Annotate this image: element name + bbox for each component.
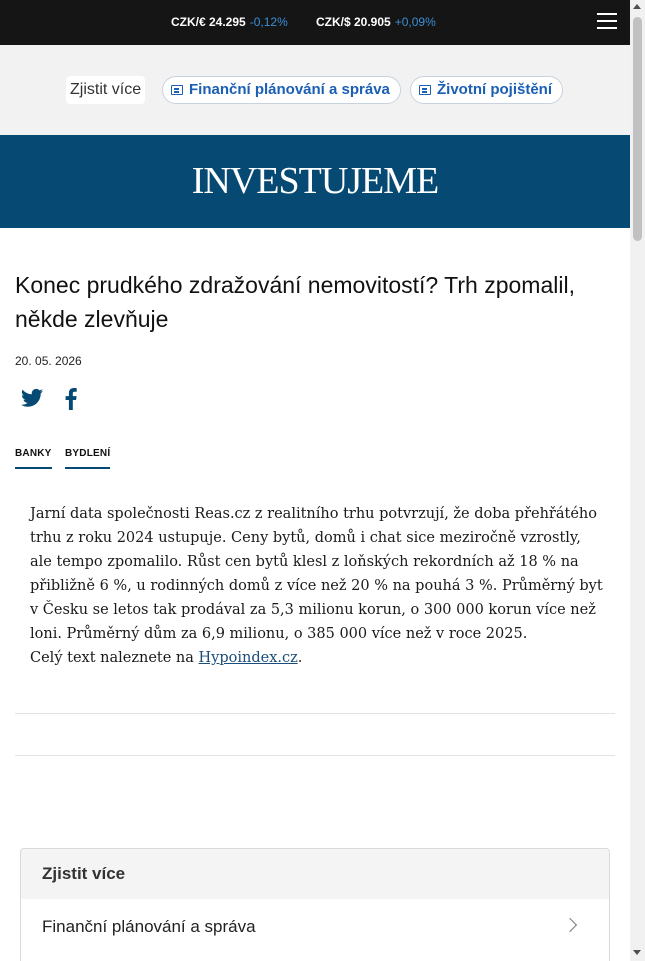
ticker-eur-change: -0,12% [249, 15, 288, 29]
more-info-box [20, 848, 610, 961]
facebook-icon[interactable] [64, 388, 78, 410]
source-prefix: Celý text naleznete na [30, 650, 199, 666]
scroll-down-icon[interactable] [633, 950, 641, 955]
chevron-right-icon [563, 918, 577, 932]
article-source [30, 646, 605, 670]
more-info-item-financni-planovani[interactable] [21, 899, 609, 955]
source-link[interactable]: Hypoindex.cz [198, 650, 298, 666]
ticker-usd [316, 15, 436, 29]
chip-zivotni-pojisteni[interactable] [410, 76, 563, 104]
article-paragraph: Jarní data společnosti Reas.cz z realitního trhu potvrzují, že doba přehřátého trhu z roku 2024 ustupuje. Ceny bytů, domů i chat sice meziročně vzrostly, ale tempo zpomalilo. Růst cen bytů klesl z loňských rekordních až 18 % na přibližně 6 %, u rodinných domů z více než 20 % na pouhá 3 %. Průměrný byt v Česku se letos tak prodával za 5,3 milionu korun, o 300 000 korun více než loni. Průměrný dům za 6,9 milionu, o 385 000 více než v roce 2025. [30, 506, 603, 642]
tag-bydleni[interactable]: BYDLENÍ [65, 448, 110, 469]
article-date: 20. 05. 2026 [15, 354, 82, 368]
scroll-up-icon[interactable] [633, 4, 641, 9]
more-info-item-label: Finanční plánování a správa [42, 917, 256, 936]
list-icon [171, 85, 183, 95]
chip-label: Finanční plánování a správa [189, 81, 390, 98]
twitter-icon[interactable] [21, 388, 43, 408]
ticker-usd-label: CZK/$ 20.905 [316, 15, 391, 29]
article-body [30, 502, 605, 670]
ticker-eur-label: CZK/€ 24.295 [171, 15, 246, 29]
ticker-usd-change: +0,09% [394, 15, 436, 29]
scrollbar-thumb[interactable] [633, 17, 642, 241]
promo-label: Zjistit více [66, 76, 145, 104]
chip-financni-planovani[interactable] [162, 76, 401, 104]
currency-ticker [0, 0, 630, 45]
brand-banner [0, 135, 630, 228]
promo-bar [0, 45, 630, 135]
ticker-eur [171, 15, 288, 29]
hamburger-icon[interactable] [597, 13, 617, 31]
more-info-title: Zjistit více [21, 849, 609, 899]
article-headline: Konec prudkého zdražování nemovitostí? Trh zpomalil, někde zlevňuje [15, 272, 575, 332]
source-suffix: . [297, 650, 303, 666]
tag-banky[interactable]: BANKY [15, 448, 52, 469]
scrollbar[interactable] [630, 0, 645, 961]
list-icon [419, 85, 431, 95]
divider [15, 755, 615, 756]
chip-label: Životní pojištění [437, 81, 552, 98]
divider [15, 713, 615, 714]
site-logo[interactable]: INVESTUJEME [191, 160, 439, 202]
